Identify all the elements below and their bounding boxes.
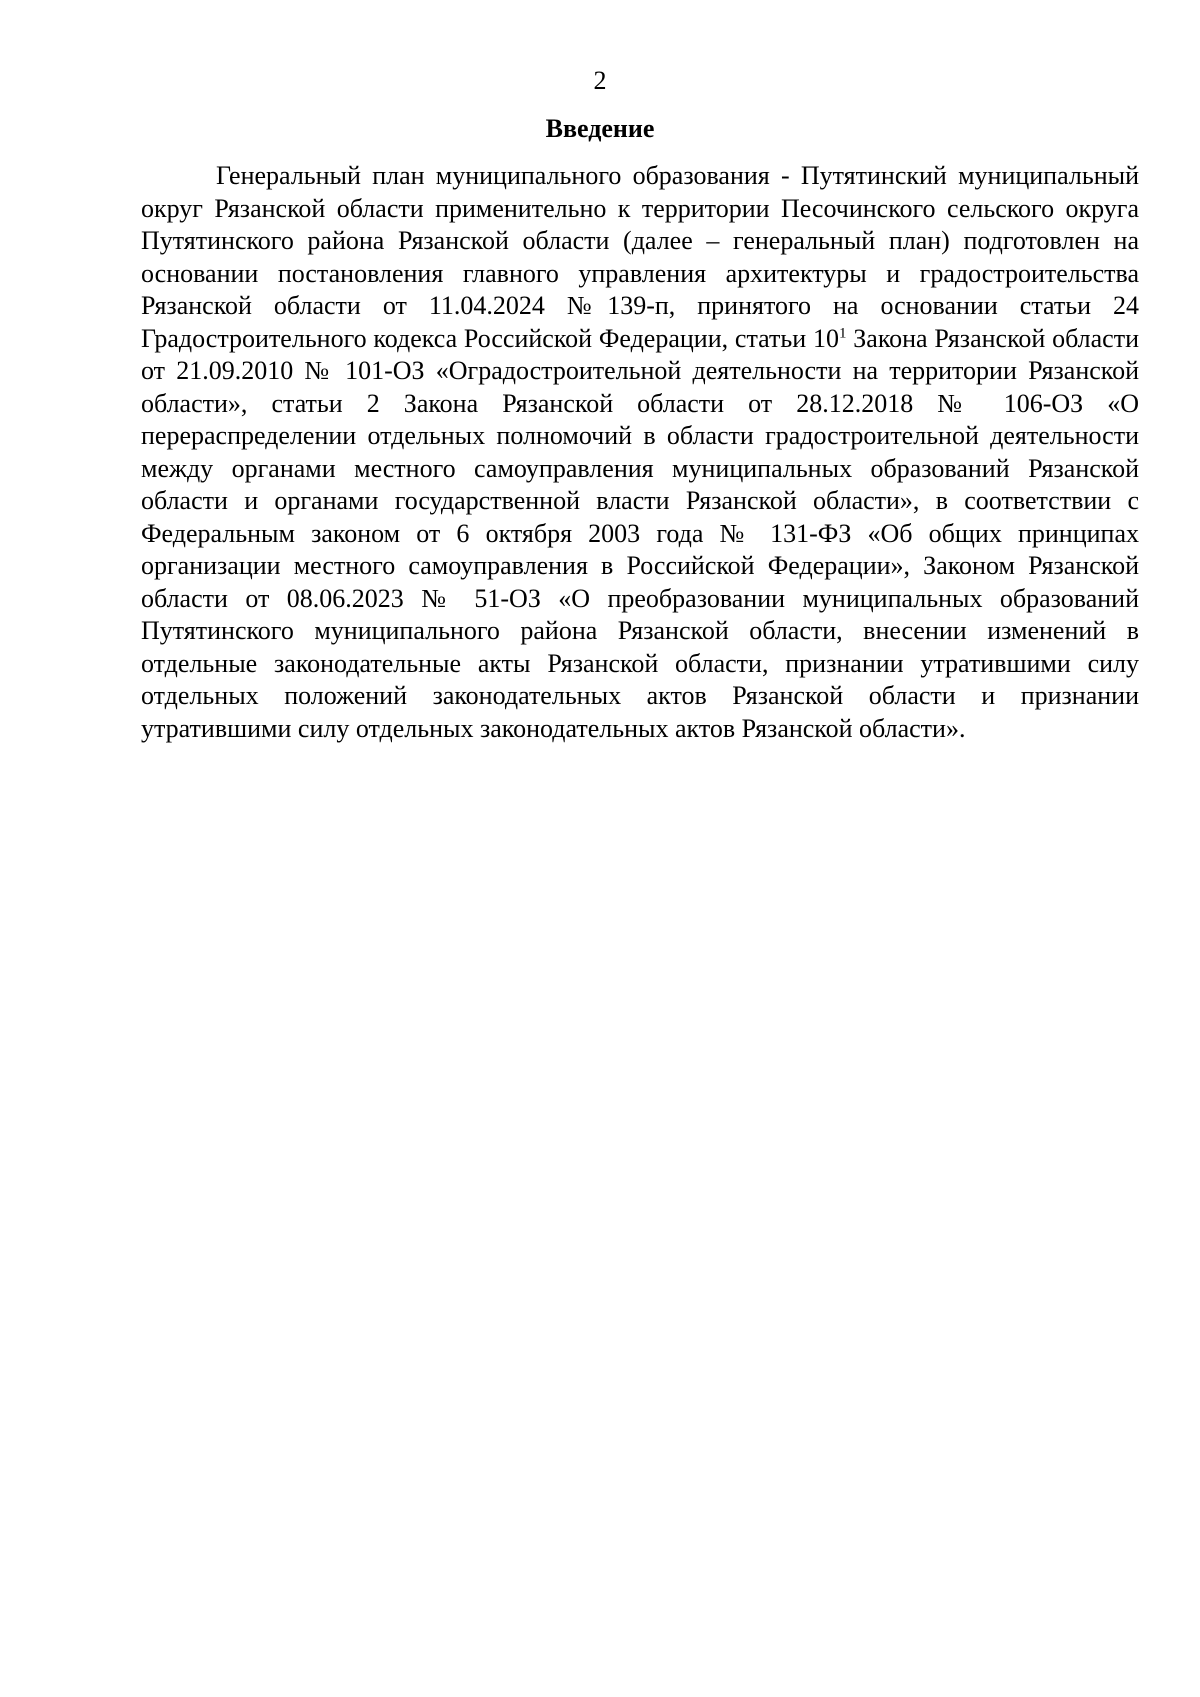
paragraph-text-part-2: Закона Рязанской области от 21.09.2010 № 101-ОЗ «Оградостроительной деятельности на территории Рязанской области», статьи 2 Закона Рязанской области от 28.12.2018 № 106-ОЗ «О перераспределении отдельных полномочий в области градостроительной деятельности между органами местного самоуправления муниципальных образований Рязанской области и органами государственной власти Рязанской области», в соответствии с Федеральным законом от 6 октября 2003 года № 131-ФЗ «Об общих принципах организации местного самоуправления в Российской Федерации», Законом Рязанской области от 08.06.2023 № 51-ОЗ «О преобразовании муниципальных образований Путятинского муниципального района Рязанской области, внесении изменений в отдельные законодательные акты Рязанской области, признании утратившими силу отдельных положений законодательных актов Рязанской области и признании утратившими силу отдельных законодательных актов Рязанской области». (141, 323, 1139, 743)
page-number: 2 (593, 66, 607, 95)
superscript-marker: 1 (838, 324, 847, 341)
body-paragraph (141, 160, 1139, 745)
section-heading: Введение (545, 114, 655, 143)
paragraph-text-part-1: Генеральный план муниципального образования - Путятинский муниципальный округ Рязанской области применительно к территории Песочинского сельского округа Путятинского района Рязанской области (далее – генеральный план) подготовлен на основании постановления главного управления архитектуры и градостроительства Рязанской области от 11.04.2024 №139-п, принятого на основании статьи 24 Градостроительного кодекса Российской Федерации, статьи 10 (141, 161, 1139, 353)
